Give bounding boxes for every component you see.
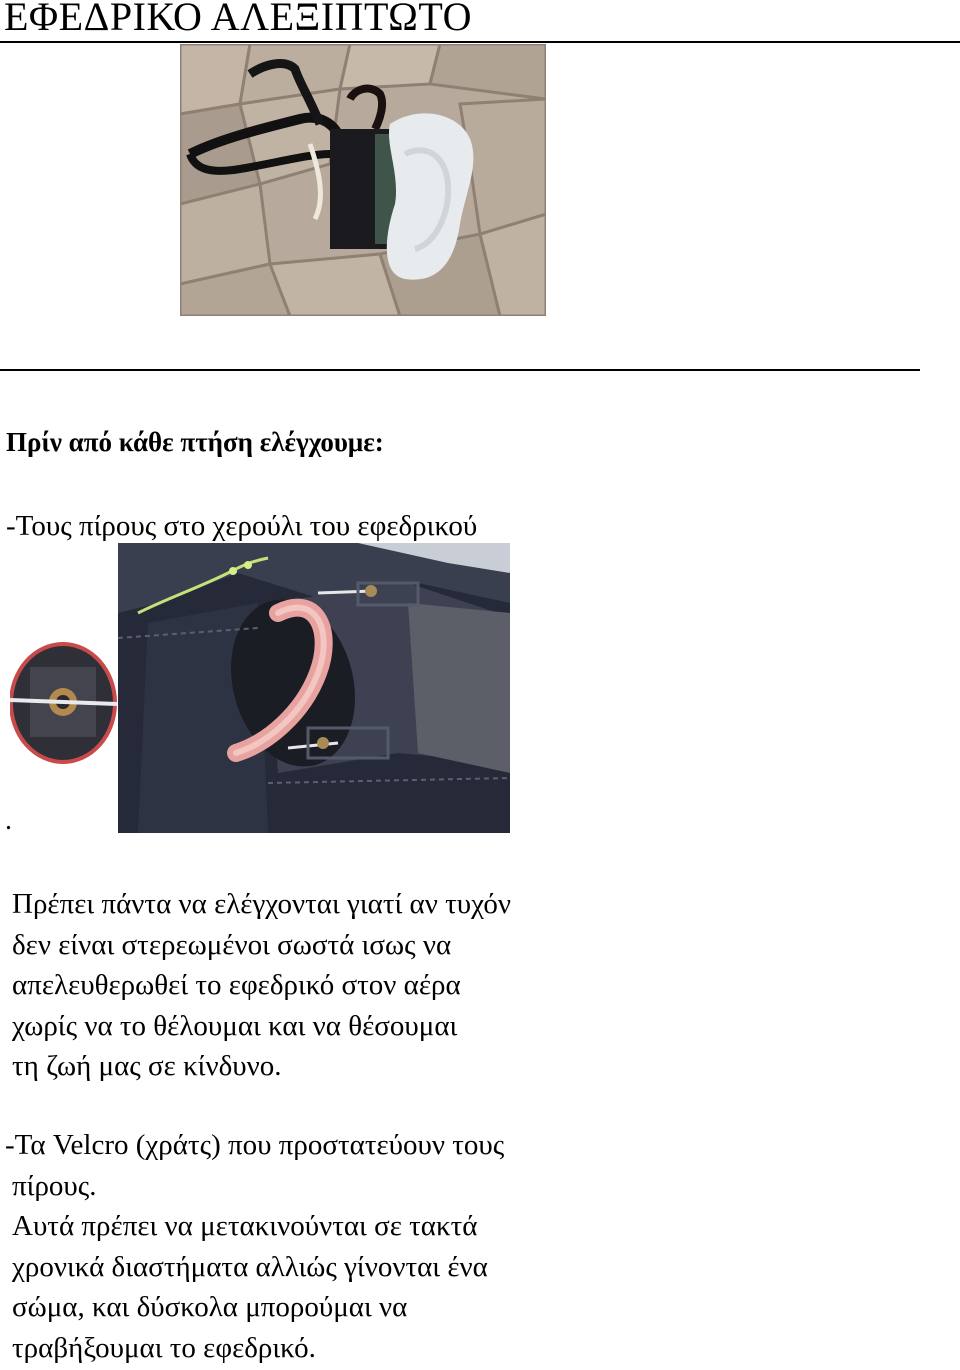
pin-closeup-photo xyxy=(10,642,117,764)
paragraph-line: χρονικά διαστήματα αλλιώς γίνονται ένα xyxy=(12,1250,488,1283)
check-item-pins: -Τους πίρους στο χερούλι του εφεδρικού xyxy=(6,510,478,542)
checklist-heading: Πρίν από κάθε πτήση ελέγχουμε: xyxy=(6,427,384,457)
paragraph-line: χωρίς να το θέλουμαι και να θέσουμαι xyxy=(12,1009,458,1042)
paragraph-line: σώμα, και δύσκολα μπορούμαι να xyxy=(12,1291,408,1323)
paragraph-line: Αυτά πρέπει να μετακινούνται σε τακτά xyxy=(12,1210,478,1242)
paragraph-line: τη ζωή μας σε κίνδυνο. xyxy=(12,1050,282,1082)
page-title: ΕΦΕΔΡΙΚΟ ΑΛΕΞΙΠΤΩΤΟ xyxy=(4,0,472,39)
paragraph-line: -Τα Velcro (χράτς) που προστατεύουν τους xyxy=(5,1129,505,1161)
paragraph-line: απελευθερωθεί το εφεδρικό στον αέρα xyxy=(12,969,461,1001)
paragraph-line: Πρέπει πάντα να ελέγχονται γιατί αν τυχόν xyxy=(12,888,511,920)
stray-dot: . xyxy=(5,805,12,836)
title-underline xyxy=(0,41,960,43)
paragraph-line: πίρους. xyxy=(12,1169,97,1202)
reserve-parachute-photo xyxy=(180,44,546,316)
paragraph-line: δεν είναι στερεωμένοι σωστά ισως να xyxy=(12,928,452,961)
velcro-paragraph xyxy=(5,1125,504,1368)
paragraph-line: τραβήξουμαι το εφεδρικό. xyxy=(12,1331,316,1364)
harness-handle-photo xyxy=(118,543,510,833)
pins-explanation-paragraph xyxy=(12,884,511,1087)
section-divider xyxy=(0,369,920,371)
